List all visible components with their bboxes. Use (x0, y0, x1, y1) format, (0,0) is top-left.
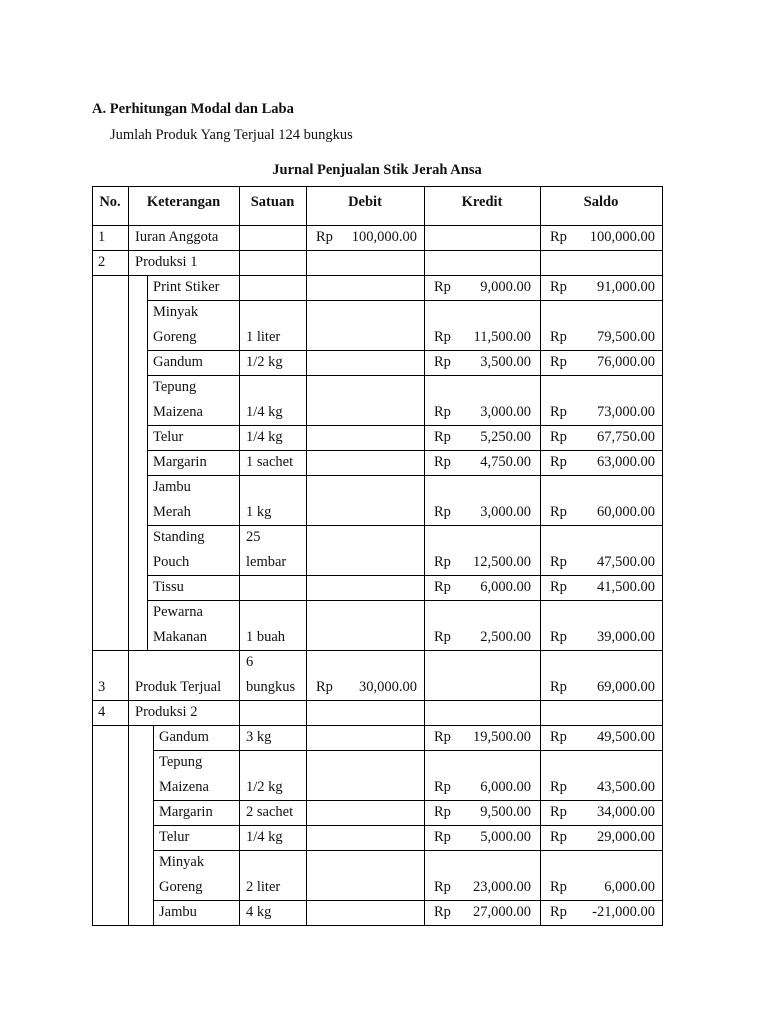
table-gridline (239, 700, 240, 726)
cell-keterangan: Minyak (159, 854, 205, 870)
table-gridline (239, 225, 240, 251)
kredit-currency: Rp (434, 554, 451, 570)
cell-satuan: 4 kg (246, 904, 272, 920)
table-gridline (306, 375, 307, 426)
cell-saldo: 79,500.00 (597, 329, 655, 345)
table-gridline (92, 300, 93, 351)
kredit-currency: Rp (434, 904, 451, 920)
kredit-currency: Rp (434, 579, 451, 595)
table-gridline (662, 650, 663, 701)
table-gridline (424, 225, 425, 251)
table-gridline (239, 650, 240, 701)
table-gridline (306, 575, 307, 601)
table-gridline (662, 850, 663, 901)
table-gridline (92, 925, 663, 926)
cell-debit: 30,000.00 (359, 679, 417, 695)
cell-satuan: lembar (246, 554, 287, 570)
saldo-currency: Rp (550, 729, 567, 745)
table-gridline (239, 900, 240, 926)
saldo-currency: Rp (550, 354, 567, 370)
table-gridline (239, 450, 240, 476)
table-gridline (239, 525, 240, 576)
table-gridline (153, 825, 154, 851)
cell-saldo: 43,500.00 (597, 779, 655, 795)
cell-satuan: 1 buah (246, 629, 286, 645)
table-gridline (92, 250, 93, 276)
kredit-currency: Rp (434, 354, 451, 370)
table-gridline (239, 800, 240, 826)
cell-kredit: 23,000.00 (473, 879, 531, 895)
table-gridline (92, 275, 93, 301)
table-gridline (662, 186, 663, 226)
table-gridline (128, 825, 129, 851)
table-gridline (662, 300, 663, 351)
table-gridline (153, 900, 154, 926)
table-gridline (239, 725, 240, 751)
table-gridline (306, 750, 307, 801)
cell-keterangan: Jambu (159, 904, 197, 920)
table-gridline (306, 725, 307, 751)
saldo-currency: Rp (550, 829, 567, 845)
table-gridline (128, 700, 129, 726)
table-gridline (306, 450, 307, 476)
table-gridline (92, 275, 129, 276)
cell-kredit: 3,500.00 (480, 354, 531, 370)
table-gridline (147, 300, 148, 351)
cell-saldo: 67,750.00 (597, 429, 655, 445)
cell-keterangan: Standing (153, 529, 205, 545)
cell-keterangan: Minyak (153, 304, 199, 320)
cell-keterangan: Maizena (159, 779, 209, 795)
cell-satuan: 1 kg (246, 504, 272, 520)
table-gridline (128, 450, 129, 476)
saldo-currency: Rp (550, 429, 567, 445)
table-gridline (662, 900, 663, 926)
saldo-currency: Rp (550, 279, 567, 295)
cell-kredit: 4,750.00 (480, 454, 531, 470)
table-gridline (92, 186, 663, 187)
saldo-currency: Rp (550, 229, 567, 245)
cell-kredit: 27,000.00 (473, 904, 531, 920)
table-gridline (147, 525, 148, 576)
saldo-currency: Rp (550, 679, 567, 695)
cell-keterangan: Tepung (153, 379, 197, 395)
table-gridline (306, 250, 307, 276)
table-gridline (662, 375, 663, 426)
saldo-currency: Rp (550, 879, 567, 895)
section-heading: A. Perhitungan Modal dan Laba (92, 101, 294, 117)
table-gridline (239, 475, 240, 526)
table-gridline (153, 800, 663, 801)
table-gridline (239, 275, 240, 301)
table-gridline (424, 250, 425, 276)
cell-satuan: bungkus (246, 679, 296, 695)
table-gridline (128, 800, 129, 826)
table-gridline (92, 900, 93, 926)
table-gridline (306, 186, 307, 226)
row-number: 1 (98, 229, 106, 245)
cell-saldo: 34,000.00 (597, 804, 655, 820)
debit-currency: Rp (316, 679, 333, 695)
cell-satuan: 1/4 kg (246, 829, 283, 845)
table-gridline (153, 725, 154, 751)
cell-keterangan: Goreng (159, 879, 203, 895)
table-gridline (92, 186, 93, 226)
table-gridline (306, 350, 307, 376)
table-gridline (92, 725, 93, 751)
table-gridline (147, 350, 148, 376)
table-gridline (662, 275, 663, 301)
table-gridline (662, 350, 663, 376)
cell-keterangan: Produksi 2 (135, 704, 198, 720)
table-gridline (147, 450, 148, 476)
saldo-currency: Rp (550, 329, 567, 345)
table-gridline (128, 425, 129, 451)
products-sold-summary: Jumlah Produk Yang Terjual 124 bungkus (110, 127, 353, 143)
table-gridline (239, 575, 240, 601)
cell-keterangan: Makanan (153, 629, 207, 645)
table-gridline (128, 350, 129, 376)
kredit-currency: Rp (434, 279, 451, 295)
table-gridline (306, 300, 307, 351)
cell-keterangan: Gandum (159, 729, 209, 745)
kredit-currency: Rp (434, 629, 451, 645)
cell-satuan: 1/2 kg (246, 779, 283, 795)
table-gridline (662, 725, 663, 751)
table-gridline (424, 186, 425, 226)
row-number: 4 (98, 704, 106, 720)
saldo-currency: Rp (550, 804, 567, 820)
table-gridline (239, 425, 240, 451)
cell-keterangan: Tissu (153, 579, 184, 595)
cell-saldo: -21,000.00 (592, 904, 655, 920)
table-gridline (147, 275, 148, 301)
cell-kredit: 6,000.00 (480, 779, 531, 795)
table-gridline (239, 375, 240, 426)
cell-keterangan: Pewarna (153, 604, 203, 620)
cell-kredit: 9,500.00 (480, 804, 531, 820)
table-gridline (92, 525, 93, 576)
cell-saldo: 29,000.00 (597, 829, 655, 845)
saldo-currency: Rp (550, 504, 567, 520)
kredit-currency: Rp (434, 879, 451, 895)
table-gridline (128, 850, 129, 901)
kredit-currency: Rp (434, 779, 451, 795)
table-gridline (128, 250, 129, 276)
table-gridline (662, 450, 663, 476)
header-no: No. (99, 194, 121, 210)
table-gridline (147, 575, 148, 601)
table-gridline (239, 250, 240, 276)
table-gridline (239, 850, 240, 901)
table-gridline (662, 250, 663, 276)
table-gridline (662, 800, 663, 826)
table-gridline (424, 700, 425, 726)
table-gridline (92, 850, 93, 901)
table-gridline (147, 425, 663, 426)
row-number: 3 (98, 679, 106, 695)
table-gridline (92, 425, 93, 451)
table-gridline (147, 375, 148, 426)
cell-keterangan: Produk Terjual (135, 679, 222, 695)
table-gridline (128, 300, 129, 351)
cell-keterangan: Tepung (159, 754, 203, 770)
table-gridline (306, 275, 307, 301)
header-satuan: Satuan (250, 194, 295, 210)
cell-satuan: 1/4 kg (246, 404, 283, 420)
saldo-currency: Rp (550, 579, 567, 595)
cell-kredit: 5,000.00 (480, 829, 531, 845)
table-gridline (92, 225, 663, 226)
table-gridline (92, 825, 93, 851)
table-gridline (662, 425, 663, 451)
cell-kredit: 12,500.00 (473, 554, 531, 570)
cell-saldo: 6,000.00 (604, 879, 655, 895)
cell-satuan: 3 kg (246, 729, 272, 745)
table-gridline (128, 725, 663, 726)
cell-saldo: 49,500.00 (597, 729, 655, 745)
table-gridline (128, 900, 129, 926)
cell-kredit: 9,000.00 (480, 279, 531, 295)
table-gridline (662, 475, 663, 526)
table-gridline (92, 375, 93, 426)
table-gridline (147, 475, 663, 476)
table-gridline (128, 600, 129, 651)
table-gridline (128, 475, 129, 526)
cell-keterangan: Margarin (159, 804, 213, 820)
saldo-currency: Rp (550, 404, 567, 420)
table-gridline (128, 650, 129, 701)
cell-saldo: 73,000.00 (597, 404, 655, 420)
kredit-currency: Rp (434, 729, 451, 745)
cell-keterangan: Jambu (153, 479, 191, 495)
saldo-currency: Rp (550, 554, 567, 570)
cell-keterangan: Goreng (153, 329, 197, 345)
table-gridline (153, 825, 663, 826)
table-gridline (92, 250, 663, 251)
table-gridline (147, 600, 663, 601)
table-gridline (662, 225, 663, 251)
cell-saldo: 39,000.00 (597, 629, 655, 645)
table-gridline (153, 750, 154, 801)
table-gridline (306, 425, 307, 451)
table-gridline (662, 825, 663, 851)
table-gridline (92, 650, 93, 701)
cell-keterangan: Merah (153, 504, 191, 520)
kredit-currency: Rp (434, 429, 451, 445)
table-gridline (239, 300, 240, 351)
table-gridline (147, 450, 663, 451)
row-number: 2 (98, 254, 106, 270)
table-gridline (92, 450, 93, 476)
table-gridline (239, 186, 240, 226)
cell-satuan: 1/2 kg (246, 354, 283, 370)
table-gridline (92, 600, 93, 651)
header-keterangan: Keterangan (146, 194, 221, 210)
table-gridline (153, 800, 154, 826)
cell-saldo: 60,000.00 (597, 504, 655, 520)
table-gridline (92, 225, 93, 251)
table-gridline (147, 300, 663, 301)
table-gridline (540, 700, 541, 726)
table-gridline (128, 275, 129, 301)
kredit-currency: Rp (434, 329, 451, 345)
kredit-currency: Rp (434, 454, 451, 470)
cell-satuan: 1 liter (246, 329, 281, 345)
cell-debit: 100,000.00 (351, 229, 417, 245)
kredit-currency: Rp (434, 829, 451, 845)
table-gridline (147, 475, 148, 526)
cell-kredit: 2,500.00 (480, 629, 531, 645)
table-gridline (239, 600, 240, 651)
table-gridline (239, 350, 240, 376)
saldo-currency: Rp (550, 629, 567, 645)
table-gridline (540, 186, 541, 226)
table-gridline (239, 750, 240, 801)
kredit-currency: Rp (434, 804, 451, 820)
header-saldo: Saldo (583, 194, 619, 210)
header-kredit: Kredit (461, 194, 503, 210)
table-gridline (306, 900, 307, 926)
cell-satuan: 6 (246, 654, 254, 670)
saldo-currency: Rp (550, 904, 567, 920)
cell-satuan: 2 liter (246, 879, 281, 895)
table-gridline (147, 350, 663, 351)
cell-kredit: 5,250.00 (480, 429, 531, 445)
table-gridline (92, 475, 93, 526)
table-gridline (306, 525, 307, 576)
table-gridline (128, 225, 129, 251)
table-gridline (147, 525, 663, 526)
cell-keterangan: Print Stiker (153, 279, 220, 295)
cell-keterangan: Iuran Anggota (135, 229, 219, 245)
cell-keterangan: Telur (159, 829, 190, 845)
cell-satuan: 1/4 kg (246, 429, 283, 445)
table-gridline (153, 850, 154, 901)
table-gridline (128, 525, 129, 576)
table-gridline (92, 800, 93, 826)
table-gridline (424, 650, 425, 701)
cell-keterangan: Gandum (153, 354, 203, 370)
table-gridline (153, 850, 663, 851)
cell-kredit: 6,000.00 (480, 579, 531, 595)
table-gridline (153, 750, 663, 751)
cell-saldo: 63,000.00 (597, 454, 655, 470)
cell-saldo: 91,000.00 (597, 279, 655, 295)
table-gridline (92, 700, 663, 701)
cell-saldo: 69,000.00 (597, 679, 655, 695)
table-gridline (662, 700, 663, 726)
table-gridline (239, 825, 240, 851)
table-gridline (147, 575, 663, 576)
table-gridline (128, 725, 129, 751)
table-gridline (306, 850, 307, 901)
cell-kredit: 3,000.00 (480, 504, 531, 520)
table-title: Jurnal Penjualan Stik Jerah Ansa (272, 162, 482, 178)
table-gridline (147, 375, 663, 376)
table-gridline (128, 750, 129, 801)
table-gridline (128, 375, 129, 426)
cell-saldo: 47,500.00 (597, 554, 655, 570)
table-gridline (662, 600, 663, 651)
cell-keterangan: Margarin (153, 454, 207, 470)
table-gridline (92, 650, 663, 651)
cell-kredit: 19,500.00 (473, 729, 531, 745)
cell-keterangan: Maizena (153, 404, 203, 420)
cell-satuan: 2 sachet (246, 804, 294, 820)
table-gridline (662, 575, 663, 601)
table-gridline (92, 750, 93, 801)
cell-keterangan: Pouch (153, 554, 190, 570)
table-gridline (306, 825, 307, 851)
cell-saldo: 41,500.00 (597, 579, 655, 595)
table-gridline (92, 350, 93, 376)
debit-currency: Rp (316, 229, 333, 245)
table-gridline (147, 425, 148, 451)
cell-keterangan: Produksi 1 (135, 254, 198, 270)
cell-keterangan: Telur (153, 429, 184, 445)
table-gridline (128, 186, 129, 226)
table-gridline (306, 700, 307, 726)
kredit-currency: Rp (434, 404, 451, 420)
kredit-currency: Rp (434, 504, 451, 520)
cell-satuan: 25 (246, 529, 261, 545)
table-gridline (153, 900, 663, 901)
saldo-currency: Rp (550, 779, 567, 795)
header-debit: Debit (348, 194, 382, 210)
table-gridline (128, 575, 129, 601)
table-gridline (540, 250, 541, 276)
table-gridline (306, 475, 307, 526)
table-gridline (306, 600, 307, 651)
table-gridline (92, 700, 93, 726)
table-gridline (147, 600, 148, 651)
cell-satuan: 1 sachet (246, 454, 294, 470)
table-gridline (306, 800, 307, 826)
saldo-currency: Rp (550, 454, 567, 470)
cell-kredit: 11,500.00 (473, 329, 531, 345)
cell-saldo: 76,000.00 (597, 354, 655, 370)
table-gridline (662, 750, 663, 801)
table-gridline (92, 725, 129, 726)
table-gridline (662, 525, 663, 576)
cell-kredit: 3,000.00 (480, 404, 531, 420)
table-gridline (92, 575, 93, 601)
cell-saldo: 100,000.00 (589, 229, 655, 245)
table-gridline (128, 275, 663, 276)
